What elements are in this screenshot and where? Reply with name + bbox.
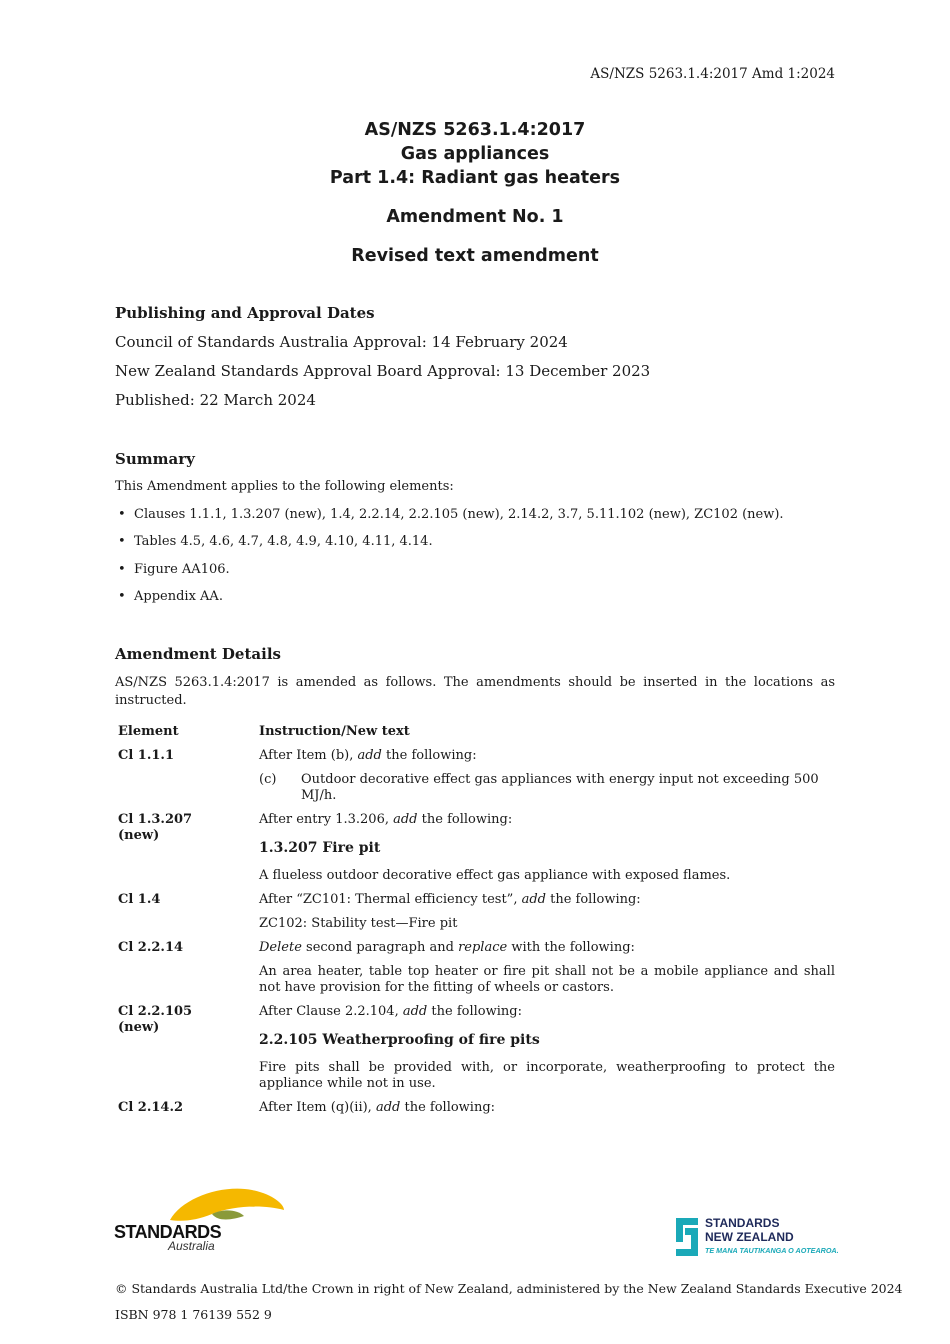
row-instruction <box>259 748 835 812</box>
amendment-number: Amendment No. 1 <box>386 207 564 227</box>
table-row <box>115 812 835 892</box>
summary-heading: Summary <box>115 450 195 468</box>
row-element: Cl 1.1.1 <box>118 748 174 763</box>
standards-new-zealand-logo <box>676 1216 856 1260</box>
instruction-text: the following: <box>545 892 641 907</box>
nz-board-approval-date: New Zealand Standards Approval Board Approval: 13 December 2023 <box>115 362 651 380</box>
title-block <box>0 118 950 268</box>
row-instruction <box>259 1004 835 1100</box>
document-reference: AS/NZS 5263.1.4:2017 Amd 1:2024 <box>590 66 835 82</box>
element-new-tag: (new) <box>118 1020 160 1035</box>
summary-intro: This Amendment applies to the following elements: <box>115 479 454 494</box>
element-new-tag: (new) <box>118 828 160 843</box>
column-header-element: Element <box>118 724 179 739</box>
publishing-heading: Publishing and Approval Dates <box>115 304 375 322</box>
sa-logo-subwordmark: Australia <box>168 1239 215 1253</box>
table-row <box>115 1004 835 1100</box>
row-element: Cl 1.4 <box>118 892 161 907</box>
list-item: • Clauses 1.1.1, 1.3.207 (new), 1.4, 2.2.14, 2.2.105 (new), 2.14.2, 3.7, 5.11.102 (new), ZC102 (new). <box>115 506 784 533</box>
instruction-verb: add <box>357 748 382 763</box>
amendment-details-heading: Amendment Details <box>115 645 281 663</box>
instruction-text: with the following: <box>507 940 635 955</box>
instruction-text: the following: <box>417 812 513 827</box>
instruction-text: After Clause 2.2.104, <box>259 1004 403 1019</box>
standard-series-title: Gas appliances <box>400 144 550 164</box>
row-instruction <box>259 892 835 940</box>
row-element <box>115 1004 259 1100</box>
council-approval-date: Council of Standards Australia Approval: 14 February 2024 <box>115 333 568 351</box>
instruction-verb: replace <box>458 940 508 955</box>
item-text: Outdoor decorative effect gas appliances with energy input not exceeding 500 MJ/h. <box>301 772 819 803</box>
list-item: • Figure AA106. <box>115 561 784 588</box>
item-label: (c) <box>259 772 277 787</box>
instruction-text: second paragraph and <box>301 940 459 955</box>
list-item <box>259 772 835 804</box>
nz-logo-line2: NEW ZEALAND <box>705 1230 794 1244</box>
instruction-text: After Item (b), <box>259 748 358 763</box>
clause-text: ZC102: Stability test—Fire pit <box>259 916 458 931</box>
list-item: • Tables 4.5, 4.6, 4.7, 4.8, 4.9, 4.10, 4.11, 4.14. <box>115 533 784 560</box>
row-element: Cl 2.14.2 <box>118 1100 184 1115</box>
clause-heading: 2.2.105 Weatherproofing of fire pits <box>259 1032 540 1048</box>
instruction-verb: add <box>375 1100 401 1115</box>
standard-number: AS/NZS 5263.1.4:2017 <box>364 120 586 140</box>
element-clause: Cl 1.3.207 <box>118 812 193 827</box>
instruction-text: After Item (q)(ii), <box>259 1100 376 1115</box>
table-header-row <box>115 724 835 740</box>
summary-list <box>115 506 784 615</box>
row-element <box>115 812 259 892</box>
amendment-details-intro: AS/NZS 5263.1.4:2017 is amended as follows. The amendments should be inserted in the locations as instructed. <box>115 675 835 708</box>
amendment-type: Revised text amendment <box>351 246 599 266</box>
standard-part-title: Part 1.4: Radiant gas heaters <box>329 168 621 188</box>
table-row <box>115 940 835 1004</box>
instruction-text: the following: <box>427 1004 522 1019</box>
table-row <box>115 892 835 940</box>
clause-heading: 1.3.207 Fire pit <box>259 840 381 856</box>
clause-text: Fire pits shall be provided with, or incorporate, weatherproofing to protect the appliance while not in use. <box>259 1060 835 1091</box>
instruction-verb: Delete <box>259 940 302 955</box>
sa-logo-wordmark: STANDARDS <box>114 1222 222 1242</box>
isbn: ISBN 978 1 76139 552 9 <box>115 1307 272 1322</box>
row-instruction <box>259 1100 835 1124</box>
standards-australia-logo <box>112 1186 292 1256</box>
nz-logo-mark <box>676 1218 698 1256</box>
instruction-text: After “ZC101: Thermal efficiency test”, <box>259 892 522 907</box>
instruction-text: the following: <box>381 748 477 763</box>
copyright-notice: © Standards Australia Ltd/the Crown in right of New Zealand, administered by the New Zealand Standards Executive 2024 <box>115 1281 903 1296</box>
instruction-text: the following: <box>400 1100 496 1115</box>
amendment-table <box>115 724 835 1124</box>
clause-text: A flueless outdoor decorative effect gas appliance with exposed flames. <box>259 868 731 883</box>
instruction-verb: add <box>393 812 418 827</box>
table-row <box>115 748 835 812</box>
instruction-text: After entry 1.3.206, <box>259 812 394 827</box>
published-date: Published: 22 March 2024 <box>115 391 316 409</box>
element-clause: Cl 2.2.105 <box>118 1004 193 1019</box>
table-row <box>115 1100 835 1124</box>
instruction-verb: add <box>402 1004 428 1019</box>
clause-text: An area heater, table top heater or fire pit shall not be a mobile appliance and shall not have provision for the fitting of wheels or castors. <box>259 964 835 995</box>
row-instruction <box>259 812 835 892</box>
column-header-instruction: Instruction/New text <box>259 724 410 739</box>
nz-logo-line1: STANDARDS <box>705 1216 780 1230</box>
nz-logo-tagline: TE MANA TAUTIKANGA O AOTEAROA. <box>705 1246 839 1255</box>
row-instruction <box>259 940 835 1004</box>
instruction-verb: add <box>521 892 546 907</box>
row-element: Cl 2.2.14 <box>118 940 184 955</box>
list-item: • Appendix AA. <box>115 588 784 615</box>
